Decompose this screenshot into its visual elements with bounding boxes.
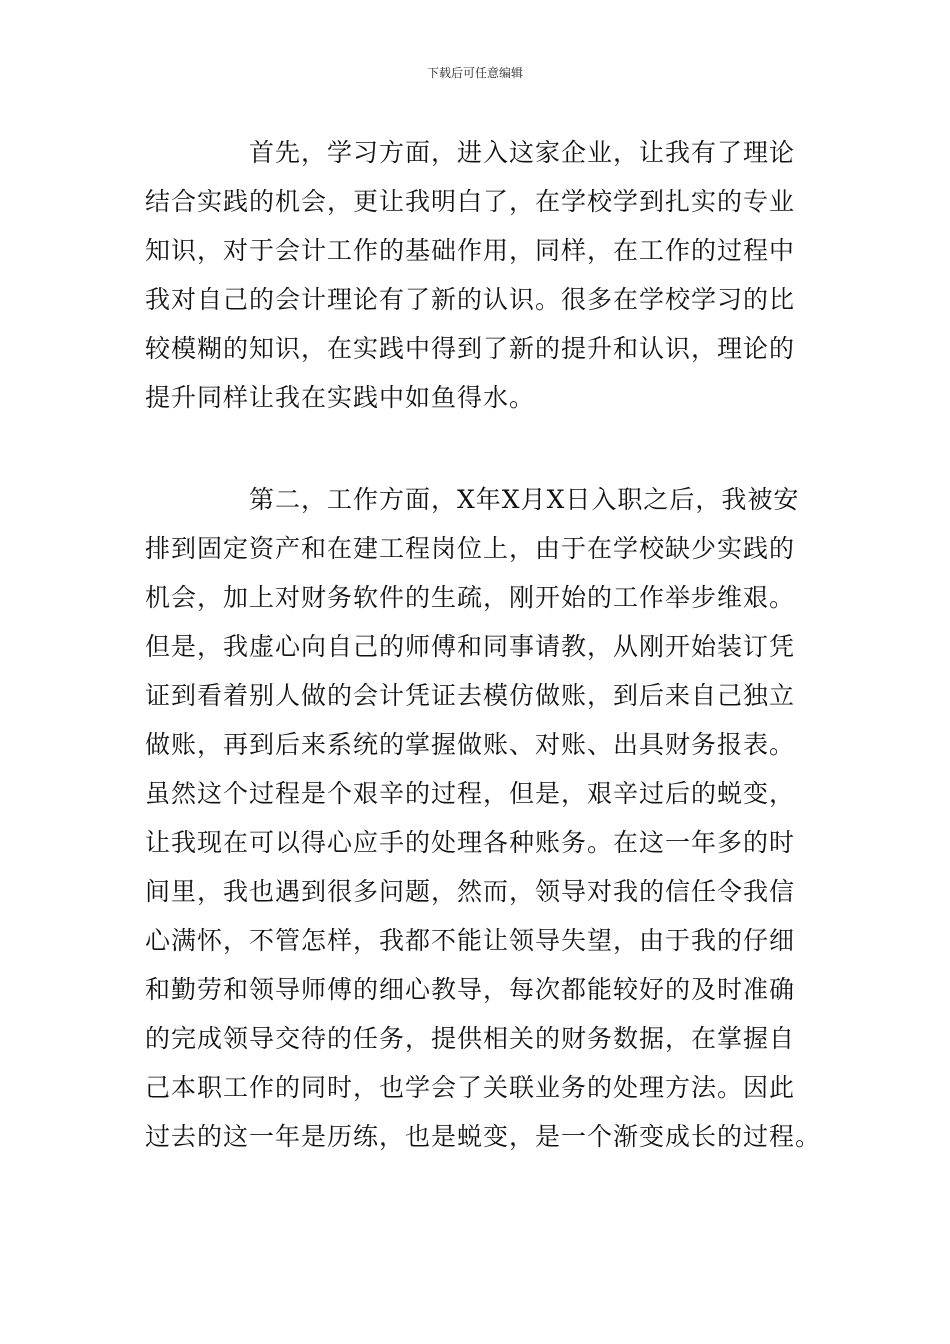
paragraph-line: 我对自己的会计理论有了新的认识。很多在学校学习的比 bbox=[145, 285, 796, 314]
paragraph-line: 虽然这个过程是个艰辛的过程，但是，艰辛过后的蜕变， bbox=[145, 779, 796, 808]
paragraph-line: 和勤劳和领导师傅的细心教导，每次都能较好的及时准确 bbox=[145, 975, 796, 1004]
page-header: 下载后可任意编辑 bbox=[426, 66, 523, 80]
paragraph-line: 己本职工作的同时，也学会了关联业务的处理方法。因此 bbox=[145, 1073, 796, 1102]
paragraph-line: 过去的这一年是历练，也是蜕变，是一个渐变成长的过程。 bbox=[145, 1122, 822, 1151]
paragraph-line: 第二，工作方面，X年X月X日入职之后，我被安 bbox=[249, 485, 800, 514]
paragraph-line: 心满怀，不管怎样，我都不能让领导失望，由于我的仔细 bbox=[145, 926, 796, 955]
paragraph-line: 知识，对于会计工作的基础作用，同样，在工作的过程中 bbox=[145, 236, 796, 265]
paragraph-line: 较模糊的知识，在实践中得到了新的提升和认识，理论的 bbox=[145, 334, 796, 363]
paragraph-line: 排到固定资产和在建工程岗位上，由于在学校缺少实践的 bbox=[145, 534, 796, 563]
paragraph-line: 首先，学习方面，进入这家企业，让我有了理论 bbox=[249, 138, 796, 167]
paragraph-line: 结合实践的机会，更让我明白了，在学校学到扎实的专业 bbox=[145, 187, 796, 216]
paragraph-line: 让我现在可以得心应手的处理各种账务。在这一年多的时 bbox=[145, 828, 796, 857]
paragraph-line: 做账，再到后来系统的掌握做账、对账、出具财务报表。 bbox=[145, 730, 796, 759]
paragraph-1 bbox=[145, 128, 807, 422]
paragraph-line: 提升同样让我在实践中如鱼得水。 bbox=[145, 383, 536, 412]
paragraph-line: 但是，我虚心向自己的师傅和同事请教，从刚开始装订凭 bbox=[145, 632, 796, 661]
paragraph-line: 机会，加上对财务软件的生疏，刚开始的工作举步维艰。 bbox=[145, 583, 796, 612]
paragraph-2 bbox=[145, 475, 822, 1161]
paragraph-line: 证到看着别人做的会计凭证去模仿做账，到后来自己独立 bbox=[145, 681, 796, 710]
paragraph-line: 的完成领导交待的任务，提供相关的财务数据，在掌握自 bbox=[145, 1024, 796, 1053]
paragraph-line: 间里，我也遇到很多问题，然而，领导对我的信任令我信 bbox=[145, 877, 796, 906]
